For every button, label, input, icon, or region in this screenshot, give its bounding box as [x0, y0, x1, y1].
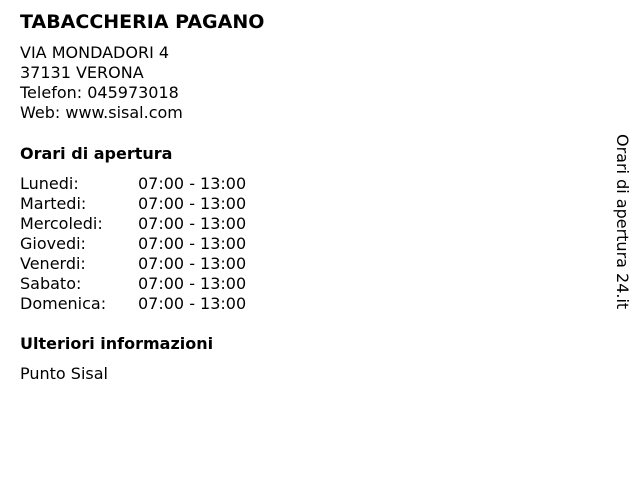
store-phone: Telefon: 045973018 — [20, 83, 179, 102]
more-info-text: Punto Sisal — [20, 364, 108, 383]
day-label: Mercoledi: — [20, 214, 103, 233]
hours-row-monday — [20, 174, 280, 194]
day-label: Venerdi: — [20, 254, 86, 273]
watermark — [612, 134, 632, 314]
time-range: 07:00 - 13:00 — [138, 294, 247, 313]
more-info-title: Ulteriori informazioni — [20, 334, 214, 353]
day-label: Martedi: — [20, 194, 87, 213]
hours-row-sunday — [20, 294, 280, 314]
day-label: Domenica: — [20, 294, 107, 313]
hours-row-thursday — [20, 234, 280, 254]
time-range: 07:00 - 13:00 — [138, 214, 247, 233]
opening-hours-table — [20, 174, 280, 314]
time-range: 07:00 - 13:00 — [138, 194, 247, 213]
watermark-text: Orari di apertura 24.it — [613, 134, 632, 310]
day-label: Giovedi: — [20, 234, 86, 253]
store-web: Web: www.sisal.com — [20, 103, 183, 122]
hours-row-tuesday — [20, 194, 280, 214]
day-label: Sabato: — [20, 274, 82, 293]
time-range: 07:00 - 13:00 — [138, 254, 247, 273]
time-range: 07:00 - 13:00 — [138, 234, 247, 253]
time-range: 07:00 - 13:00 — [138, 274, 247, 293]
store-street: VIA MONDADORI 4 — [20, 43, 170, 62]
store-name: TABACCHERIA PAGANO — [20, 11, 265, 33]
hours-row-saturday — [20, 274, 280, 294]
time-range: 07:00 - 13:00 — [138, 174, 247, 193]
opening-hours-title: Orari di apertura — [20, 144, 173, 163]
hours-row-friday — [20, 254, 280, 274]
store-city: 37131 VERONA — [20, 63, 144, 82]
hours-row-wednesday — [20, 214, 280, 234]
store-address-block — [20, 43, 183, 123]
day-label: Lunedi: — [20, 174, 79, 193]
